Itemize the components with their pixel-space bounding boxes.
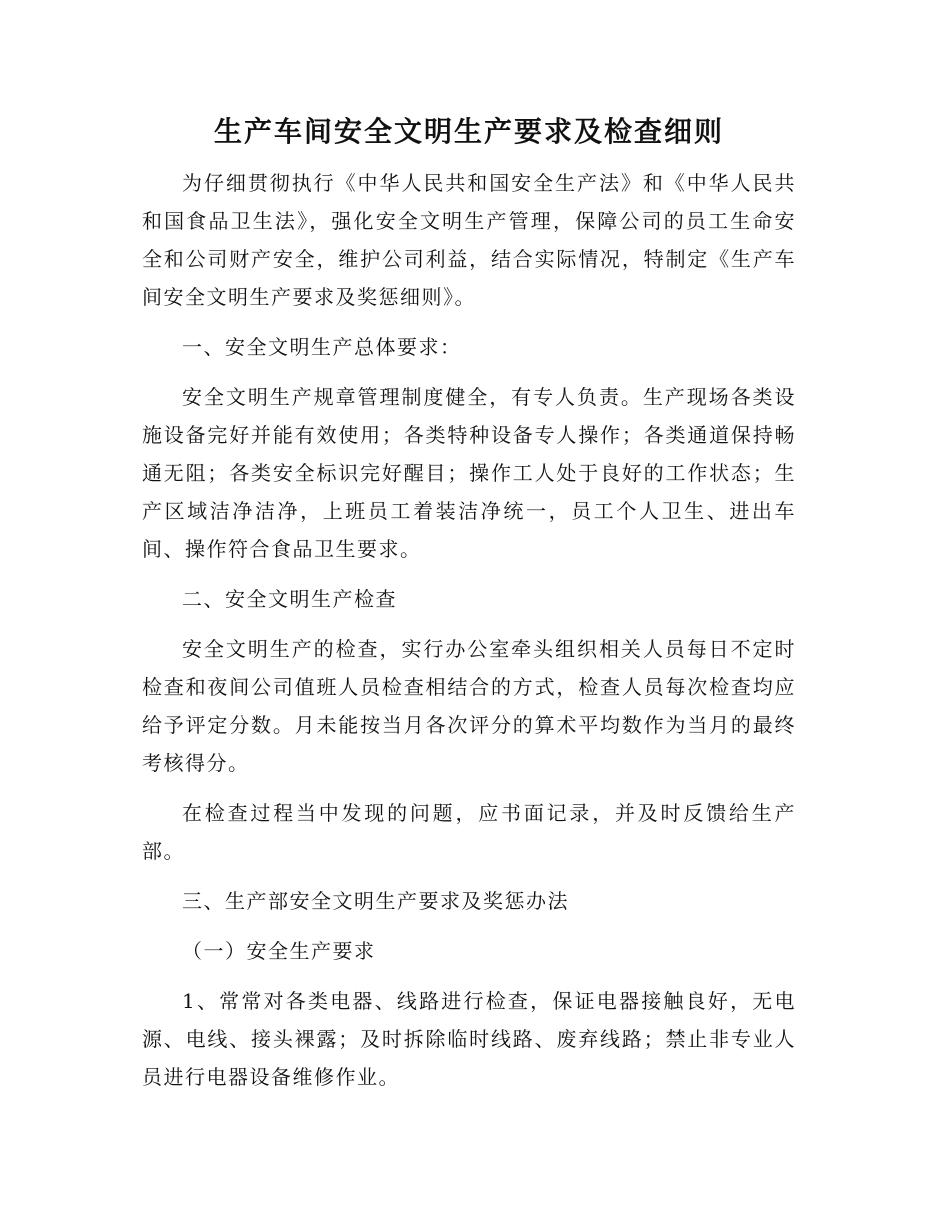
- document-page: [142, 110, 796, 1096]
- section-heading-2: 二、安全文明生产检查: [182, 587, 397, 611]
- section-1-body: 安全文明生产规章管理制度健全，有专人负责。生产现场各类设施设备完好并能有效使用；各类特种设备专人操作；各类通道保持畅通无阻；各类安全标识完好醒目；操作工人处于良好的工作状态；生产区域洁净洁净，上班员工着装洁净统一，员工个人卫生、进出车间、操作符合食品卫生要求。: [142, 385, 796, 561]
- rule-item-1: 1、常常对各类电器、线路进行检查，保证电器接触良好，无电源、电线、接头裸露；及时拆除临时线路、废弃线路；禁止非专业人员进行电器设备维修作业。: [142, 989, 796, 1089]
- section-heading-1: 一、安全文明生产总体要求：: [182, 335, 462, 359]
- section-heading-3: 三、生产部安全文明生产要求及奖惩办法: [182, 889, 569, 913]
- subsection-heading-1: （一）安全生产要求: [182, 939, 376, 963]
- section-2-body: 安全文明生产的检查，实行办公室牵头组织相关人员每日不定时检查和夜间公司值班人员检查相结合的方式，检查人员每次检查均应给予评定分数。月未能按当月各次评分的算术平均数作为当月的最终考核得分。: [142, 637, 796, 775]
- intro-paragraph: 为仔细贯彻执行《中华人民共和国安全生产法》和《中华人民共和国食品卫生法》，强化安全文明生产管理，保障公司的员工生命安全和公司财产安全，维护公司利益，结合实际情况，特制定《生产车间安全文明生产要求及奖惩细则》。: [142, 171, 796, 309]
- section-2-body-2: 在检查过程当中发现的问题，应书面记录，并及时反馈给生产部。: [142, 801, 796, 863]
- document-title: 生产车间安全文明生产要求及检查细则: [213, 115, 724, 148]
